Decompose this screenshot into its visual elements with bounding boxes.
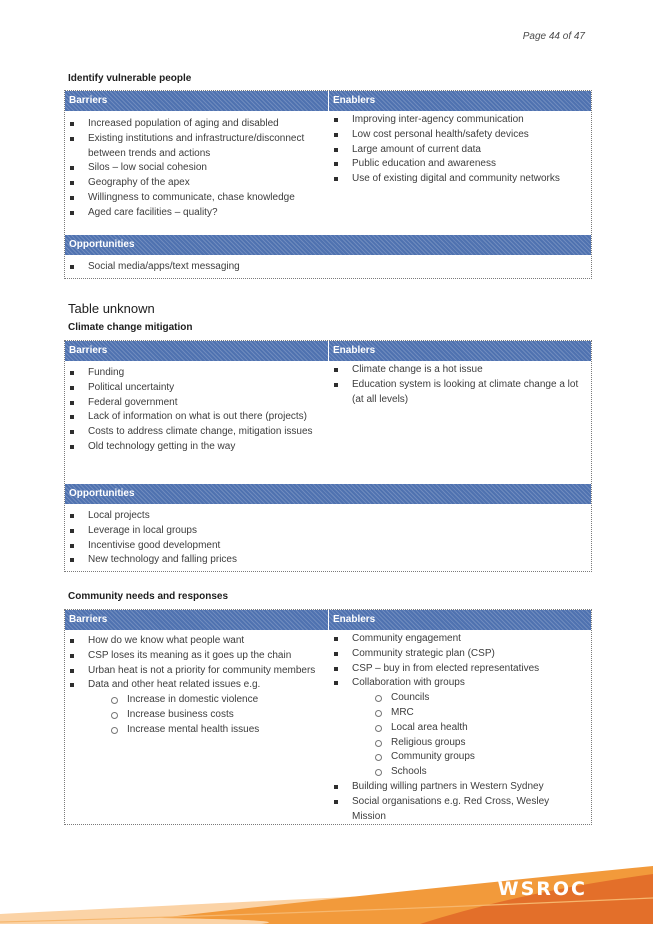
list-item: CSP – buy in from elected representatives bbox=[329, 662, 591, 677]
opportunities-list bbox=[65, 255, 591, 275]
barriers-column bbox=[65, 111, 329, 235]
list-item: Data and other heat related issues e.g. bbox=[65, 678, 329, 693]
enablers-header: Enablers bbox=[329, 341, 591, 361]
list-item: Community strategic plan (CSP) bbox=[329, 647, 591, 662]
list-item: New technology and falling prices bbox=[65, 553, 591, 568]
page-number: Page 44 of 47 bbox=[522, 31, 585, 42]
wsroc-logo: WSROC bbox=[497, 878, 587, 900]
sub-list-item: Schools bbox=[329, 765, 591, 780]
table-header-row bbox=[65, 341, 591, 361]
list-item: Public education and awareness bbox=[329, 157, 591, 172]
barriers-header: Barriers bbox=[65, 91, 329, 111]
enablers-header: Enablers bbox=[329, 91, 591, 111]
barriers-header: Barriers bbox=[65, 341, 329, 361]
footer-banner bbox=[0, 844, 653, 924]
list-item: Urban heat is not a priority for community members bbox=[65, 664, 329, 679]
opportunities-list bbox=[65, 504, 591, 568]
table-community-needs bbox=[64, 609, 592, 825]
sub-list-item: Councils bbox=[329, 691, 591, 706]
list-item: Increased population of aging and disabled bbox=[65, 117, 329, 132]
list-item: CSP loses its meaning as it goes up the chain bbox=[65, 649, 329, 664]
list-item: Incentivise good development bbox=[65, 539, 591, 554]
list-item: Federal government bbox=[65, 396, 329, 411]
enablers-column bbox=[329, 361, 591, 484]
section-heading-climate-mitigation: Climate change mitigation bbox=[68, 322, 193, 333]
list-item: Leverage in local groups bbox=[65, 524, 591, 539]
list-item: Existing institutions and infrastructure/disconnect between trends and actions bbox=[65, 132, 329, 162]
list-item: Use of existing digital and community networks bbox=[329, 172, 591, 187]
barriers-column bbox=[65, 630, 329, 824]
list-item: Social organisations e.g. Red Cross, Wesley Mission bbox=[329, 795, 591, 825]
enablers-column bbox=[329, 630, 591, 824]
opportunities-header: Opportunities bbox=[65, 235, 591, 255]
sub-list-item: Local area health bbox=[329, 721, 591, 736]
list-item: Low cost personal health/safety devices bbox=[329, 128, 591, 143]
list-item: Costs to address climate change, mitigation issues bbox=[65, 425, 329, 440]
list-item: Collaboration with groups bbox=[329, 676, 591, 691]
table-header-row bbox=[65, 91, 591, 111]
table-title: Table unknown bbox=[68, 301, 155, 316]
sub-list-item: Community groups bbox=[329, 750, 591, 765]
barriers-header: Barriers bbox=[65, 610, 329, 630]
table-header-row bbox=[65, 610, 591, 630]
list-item: Political uncertainty bbox=[65, 381, 329, 396]
sub-list-item: Increase in domestic violence bbox=[65, 693, 329, 708]
list-item: Local projects bbox=[65, 509, 591, 524]
list-item: Community engagement bbox=[329, 632, 591, 647]
list-item: Improving inter-agency communication bbox=[329, 113, 591, 128]
list-item: Funding bbox=[65, 366, 329, 381]
sub-list-item: Increase business costs bbox=[65, 708, 329, 723]
sub-list-item: Increase mental health issues bbox=[65, 723, 329, 738]
enablers-header: Enablers bbox=[329, 610, 591, 630]
sub-list-item: Religious groups bbox=[329, 736, 591, 751]
list-item: Lack of information on what is out there (projects) bbox=[65, 410, 329, 425]
section-heading-vulnerable-people: Identify vulnerable people bbox=[68, 73, 192, 84]
opportunities-header: Opportunities bbox=[65, 484, 591, 504]
list-item: Aged care facilities – quality? bbox=[65, 206, 329, 221]
list-item: Climate change is a hot issue bbox=[329, 363, 591, 378]
list-item: Large amount of current data bbox=[329, 143, 591, 158]
list-item: Building willing partners in Western Sydney bbox=[329, 780, 591, 795]
section-heading-community-needs: Community needs and responses bbox=[68, 591, 229, 602]
list-item: Social media/apps/text messaging bbox=[65, 260, 591, 275]
list-item: Education system is looking at climate change a lot (at all levels) bbox=[329, 378, 591, 408]
enablers-column bbox=[329, 111, 591, 235]
table-vulnerable-people bbox=[64, 90, 592, 279]
list-item: Geography of the apex bbox=[65, 176, 329, 191]
table-climate-mitigation bbox=[64, 340, 592, 572]
list-item: Willingness to communicate, chase knowledge bbox=[65, 191, 329, 206]
list-item: Silos – low social cohesion bbox=[65, 161, 329, 176]
list-item: Old technology getting in the way bbox=[65, 440, 329, 455]
list-item: How do we know what people want bbox=[65, 634, 329, 649]
sub-list-item: MRC bbox=[329, 706, 591, 721]
barriers-column bbox=[65, 361, 329, 484]
